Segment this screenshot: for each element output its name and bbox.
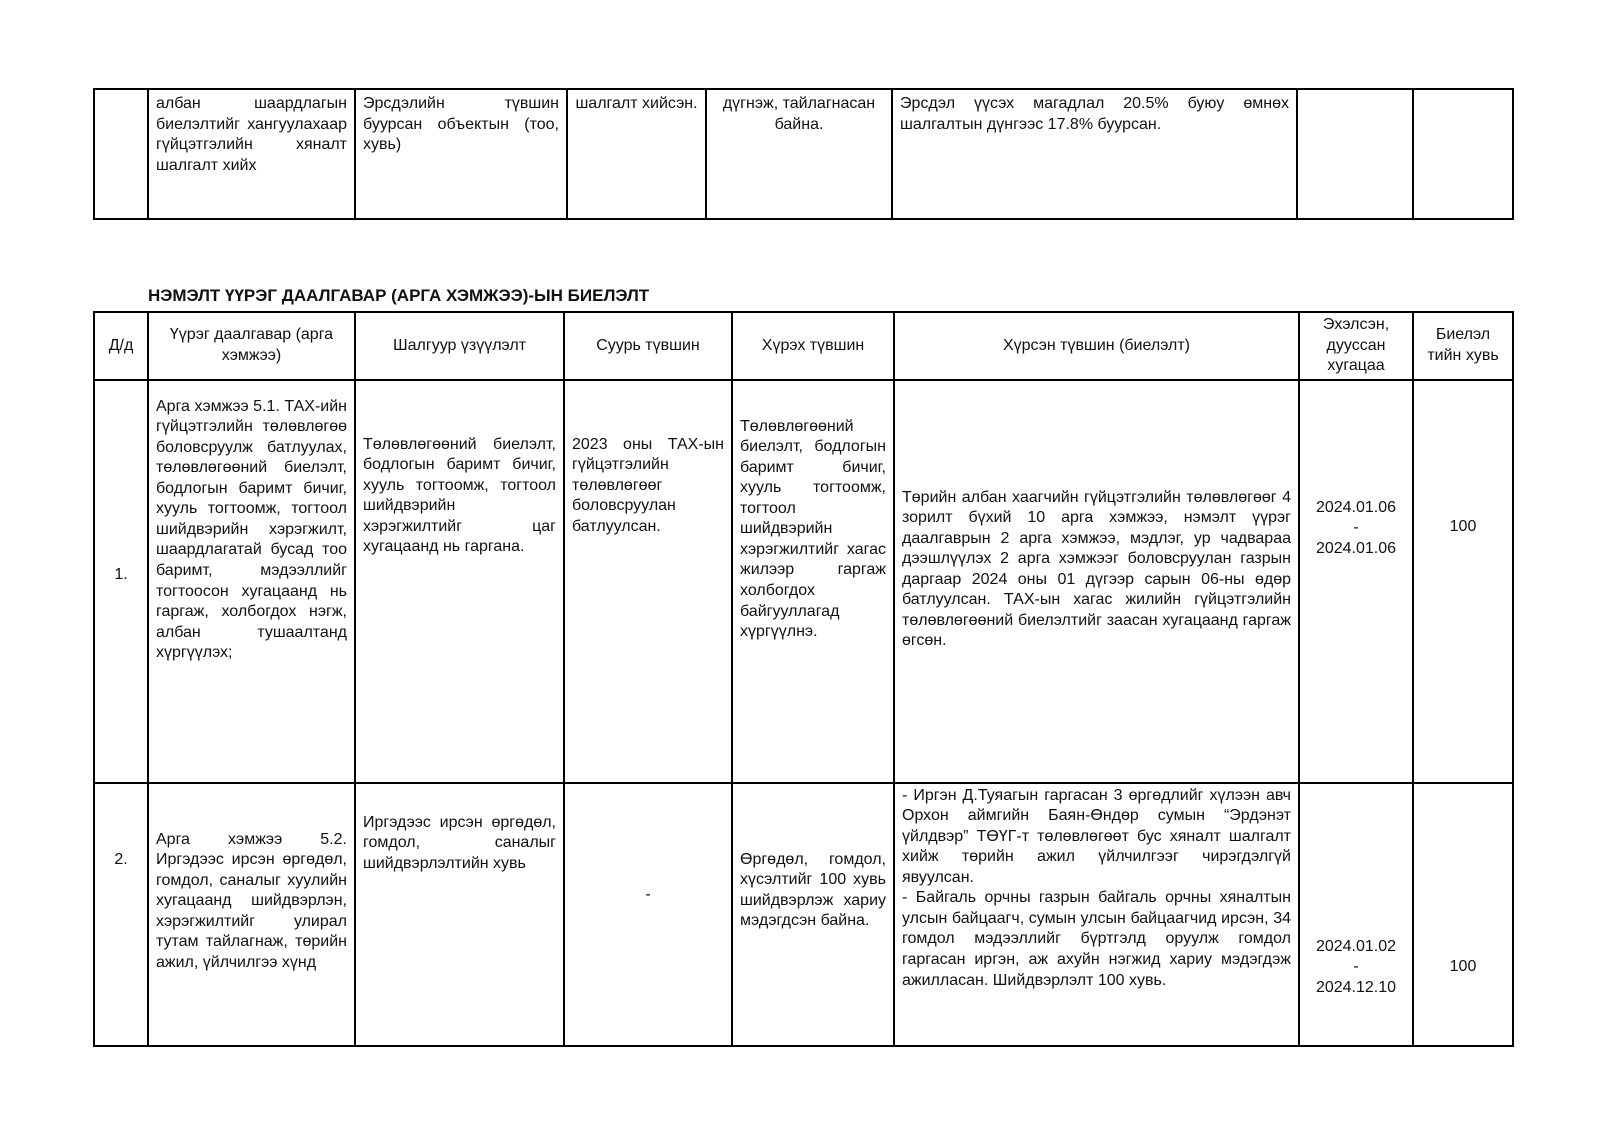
table-row bbox=[94, 783, 1513, 1046]
percent-text: 100 bbox=[1449, 957, 1477, 975]
criteria-cell bbox=[355, 89, 567, 219]
period-separator: - bbox=[1353, 958, 1359, 976]
period-cell bbox=[1297, 89, 1413, 219]
target-level-text: дүгнэж, тайлагнасан байна. bbox=[722, 95, 876, 133]
base-level-cell bbox=[564, 380, 732, 783]
period-end: 2024.01.06 bbox=[1315, 539, 1397, 557]
table-row bbox=[94, 380, 1513, 783]
criteria-cell bbox=[355, 783, 564, 1046]
period-cell bbox=[1299, 380, 1413, 783]
achieved-paragraph: - Иргэн Д.Туяагын гаргасан 3 өргөдлийг хүлээн авч Орхон аймгийн Баян-Өндөр сумын “Эрдэнэт үйлдвэр” ТӨҮГ-т төлөвлөгөөт бус хяналт шалгалт хийж төрийн ажил үйлчилгээг чирэгдэлгүй явуулсан. bbox=[902, 786, 1291, 886]
achieved-level-cell bbox=[894, 380, 1299, 783]
criteria-cell bbox=[355, 380, 564, 783]
task-cell bbox=[148, 89, 355, 219]
criteria-text: Төлөвлөгөөний биелэлт, бодлогын баримт бичиг, хууль тогтоомж, тогтоол шийдвэрийн хэрэгжилтийг цаг хугацаанд нь гаргана. bbox=[363, 435, 556, 556]
achieved-paragraph: Төрийн албан хаагчийн гүйцэтгэлийн төлөвлөгөөг 4 зорилт бүхий 10 арга хэмжээ, нэмэлт үүрэг даалгаврын 2 арга хэмжээ, мэдлэг, ур чадвараа дээшлүүлэх 2 арга хэмжээг боловсруулан газрын даргаар 2024 оны 01 дүгээр сарын 06-ны өдөр батлуулсан. ТАХ-ын хагас жилийн гүйцэтгэлийн төлөвлөгөөний биелэлтийг заасан хугацаанд гаргаж өгсөн. bbox=[902, 488, 1291, 650]
col-header-period: Эхэлсэн, дууссан хугацаа bbox=[1299, 312, 1413, 380]
achieved-level-text: Эрсдэл үүсэх магадлал 20.5% буюу өмнөх шалгалтын дүнгээс 17.8% буурсан. bbox=[900, 95, 1289, 133]
target-level-cell bbox=[706, 89, 892, 219]
base-level-text: шалгалт хийсэн. bbox=[575, 95, 698, 112]
row-number bbox=[95, 90, 147, 98]
percent-text bbox=[1414, 90, 1512, 98]
row-number-cell bbox=[94, 783, 148, 1046]
table-row bbox=[94, 89, 1513, 219]
criteria-text: Эрсдэлийн түвшин буурсан объектын (тоо, хувь) bbox=[363, 95, 559, 154]
base-level-text: 2023 оны ТАХ-ын гүйцэтгэлийн төлөвлөгөөг боловсруулан батлуулсан. bbox=[572, 435, 724, 535]
period-start: 2024.01.02 bbox=[1315, 937, 1397, 955]
task-cell bbox=[148, 380, 355, 783]
task-text: албан шаардлагын биелэлтийг хангуулахаар гүйцэтгэлийн хяналт шалгалт хийх bbox=[156, 95, 347, 174]
row-number: 1. bbox=[114, 565, 128, 583]
target-level-text: Өргөдөл, гомдол, хүсэлтийг 100 хувь шийдвэрлэж хариу мэдэгдсэн байна. bbox=[740, 850, 886, 930]
task-text: Арга хэмжээ 5.1. ТАХ-ийн гүйцэтгэлийн төлөвлөгөө боловсруулж батлуулах, төлөвлөгөөний биелэлт, бодлогын баримт бичиг, хууль тогтоомж, тогтоол шийдвэрийн хэрэгжилт, шаардлагатай бусад тоо баримт, мэдээллийг тогтоосон хугацаанд нь гаргаж, холбогдох нэгж, албан тушаалтанд хүргүүлэх; bbox=[156, 397, 347, 662]
col-header-achieved: Хүрсэн түвшин (биелэлт) bbox=[894, 312, 1299, 380]
row-number-cell bbox=[94, 380, 148, 783]
task-text: Арга хэмжээ 5.2. Иргэдээс ирсэн өргөдөл, гомдол, саналыг хуулийн хугацаанд шийдвэрлэн, хэрэгжилтийг улирал тутам тайлагнаж, төрийн ажил, үйлчилгээ хүнд bbox=[156, 830, 347, 971]
header-row bbox=[94, 312, 1513, 380]
period-cell bbox=[1299, 783, 1413, 1046]
target-level-cell bbox=[732, 783, 894, 1046]
col-header-percent: Биелэл тийн хувь bbox=[1413, 312, 1513, 380]
target-level-text: Төлөвлөгөөний биелэлт, бодлогын баримт бичиг, хууль тогтоомж, тогтоол шийдвэрийн хэрэгжилтийг хагас жилээр гаргаж холбогдох байгууллагад хүргүүлнэ. bbox=[740, 417, 886, 641]
section-title: НЭМЭЛТ ҮҮРЭГ ДААЛГАВАР (АРГА ХЭМЖЭЭ)-ЫН БИЕЛЭЛТ bbox=[148, 286, 650, 305]
col-header-num: Д/д bbox=[94, 312, 148, 380]
target-level-cell bbox=[732, 380, 894, 783]
base-level-cell bbox=[567, 89, 706, 219]
period-start: 2024.01.06 bbox=[1315, 498, 1397, 516]
achieved-level-cell bbox=[894, 783, 1299, 1046]
task-cell bbox=[148, 783, 355, 1046]
row-number-cell bbox=[94, 89, 148, 219]
achieved-level-cell bbox=[892, 89, 1297, 219]
additional-tasks-table bbox=[93, 311, 1514, 1047]
base-level-cell bbox=[564, 783, 732, 1046]
percent-text: 100 bbox=[1449, 517, 1477, 535]
carryover-table bbox=[93, 88, 1514, 220]
col-header-target-level: Хүрэх түвшин bbox=[732, 312, 894, 380]
period-end: 2024.12.10 bbox=[1315, 978, 1397, 996]
base-level-text: - bbox=[645, 885, 651, 903]
criteria-text: Иргэдээс ирсэн өргөдөл, гомдол, саналыг шийдвэрлэлтийн хувь bbox=[363, 813, 556, 872]
col-header-criteria: Шалгуур үзүүлэлт bbox=[355, 312, 564, 380]
period-separator: - bbox=[1353, 519, 1359, 537]
col-header-base-level: Суурь түвшин bbox=[564, 312, 732, 380]
percent-cell bbox=[1413, 89, 1513, 219]
percent-cell bbox=[1413, 380, 1513, 783]
achieved-paragraph: - Байгаль орчны газрын байгаль орчны хяналтын улсын байцаагч, сумын улсын байцаагчид ирсэн, 34 гомдол мэдээллийг бүртгэлд оруулж гомдол гаргасан иргэн, аж ахуйн нэгжид хариу мэдэгдэж ажилласан. Шийдвэрлэлт 100 хувь. bbox=[902, 889, 1291, 989]
row-number: 2. bbox=[114, 850, 128, 868]
percent-cell bbox=[1413, 783, 1513, 1046]
period-text bbox=[1298, 90, 1412, 98]
col-header-task: Үүрэг даалгавар (арга хэмжээ) bbox=[148, 312, 355, 380]
